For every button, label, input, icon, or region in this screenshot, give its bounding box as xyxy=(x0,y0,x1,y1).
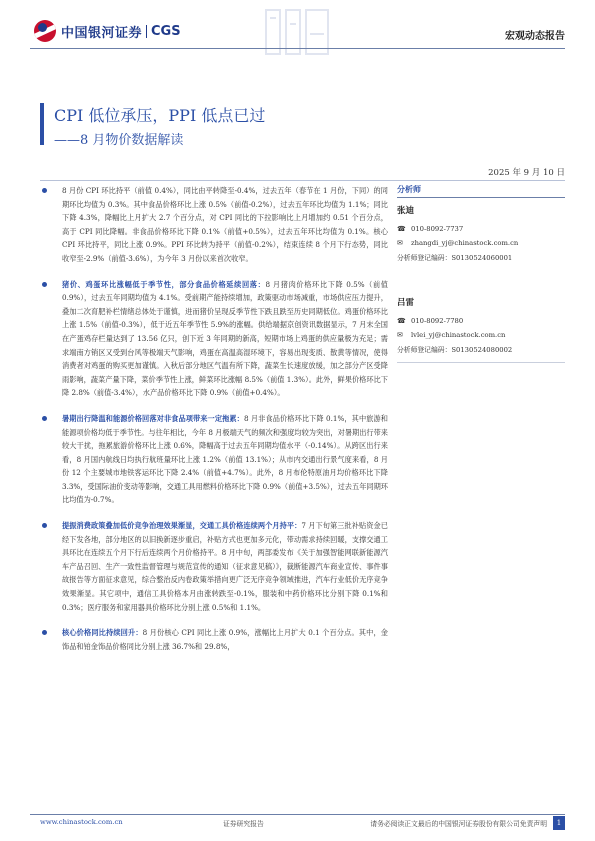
logo-mark-icon xyxy=(34,20,56,42)
body-paragraph xyxy=(62,278,388,400)
header-divider xyxy=(30,48,565,49)
analyst-email-row xyxy=(397,236,565,250)
report-type-label: 宏观动态报告 xyxy=(505,31,565,42)
paragraph-text: 7 月下旬第三批补贴资金已经下发各地，部分地区的以旧换新逐步重启，补贴方式也更加多元化，带动需求持续回暖，支撑交通工具环比在连续五个月下行后连续两个月价格持平。8 月中旬，两部委发布《关于加强智能网联新能源汽车产品召回、生产一致性监督管理与规范宣传的通知（征求意见稿）》，裁断能源汽车商业宣传、事件事故报告等方面征求意见，综合整治反内卷政策举措向更广泛无序竞争领域推进，汽车行业低价无序竞争效果渐显。其它项中，通信工具价格本月由涨转跌至-0.1%，服装和中药价格环比分别下降 0.1%和 0.3%；医疗服务和家用器具价格环比分别上涨 0.5%和 1.1%。 xyxy=(62,521,388,612)
analyst-sidebar xyxy=(397,184,565,363)
phone-icon: ☎ xyxy=(397,317,406,325)
paragraph-text: 8 月份核心 CPI 同比上涨 0.9%，涨幅比上月扩大 0.1 个百分点。其中，金饰品和铂金饰品价格同比分别上涨 36.7%和 29.8%， xyxy=(62,628,388,651)
page-header xyxy=(0,0,595,66)
analyst-name: 吕雷 xyxy=(397,298,415,308)
email-icon: ✉ xyxy=(397,239,403,247)
paragraph-text: 8 月份 CPI 环比持平（前值 0.4%），同比由平转降至-0.4%，过去五年（春节在 1 月份，下同）的同期环比均值为 0.3%。其中食品价格环比上涨 0.5%（前值-0.2%），过去五年环比均值为 1.1%；同比下降 4.3%，降幅比上月扩大 2.7 个百分点，对 CPI 同比的下拉影响比上月增加约 0.51 个百分点，高于 CPI 同比降幅。非食品价格环比下降 0.1%（前值+0.5%），过去五年环比均值为 0.1%。核心 CPI 环比持平，同比上涨 0.9%。PPI 环比转为持平（前值-0.2%），结束连续 8 个月下行态势，同比收窄至-2.9%（前值-3.6%），为今年 3 月份以来首次收窄。 xyxy=(62,186,388,263)
bullet-icon xyxy=(42,188,47,193)
phone-icon: ☎ xyxy=(397,225,406,233)
bullet-icon xyxy=(42,630,47,635)
analyst-email-row xyxy=(397,328,565,342)
watermark-logo-icon xyxy=(258,4,336,62)
analyst-name: 张迪 xyxy=(397,206,415,216)
analyst-phone: 010-8092-7780 xyxy=(411,317,464,325)
bullet-icon xyxy=(42,416,47,421)
analyst-cert: 分析师登记编码：S0130524060001 xyxy=(397,254,513,262)
report-body xyxy=(62,184,388,665)
analyst-phone: 010-8092-7737 xyxy=(411,225,464,233)
page-footer xyxy=(40,818,565,830)
bullet-icon xyxy=(42,282,47,287)
title-accent-bar xyxy=(40,103,44,145)
sidebar-divider xyxy=(397,362,565,363)
paragraph-lead: 提振消费政策叠加低价竞争治理效果渐显，交通工具价格连续两个月持平： xyxy=(62,521,302,531)
analyst-phone-row xyxy=(397,314,565,328)
logo-chinese-name: 中国银河证券 xyxy=(61,25,143,41)
company-logo xyxy=(34,20,181,42)
footer-divider xyxy=(30,814,565,815)
footer-report-label: 证券研究报告 xyxy=(223,820,264,828)
analyst-cert-row xyxy=(397,342,565,356)
email-icon: ✉ xyxy=(397,331,403,339)
analyst-email[interactable]: zhangdi_yj@chinastock.com.cn xyxy=(411,239,519,247)
report-date: 2025 年 9 月 10 日 xyxy=(488,168,565,178)
body-paragraph xyxy=(62,184,388,266)
analyst-section-title: 分析师 xyxy=(397,184,565,198)
paragraph-text: 8 月猪肉价格环比下降 0.5%（前值 0.9%），过去五年同期均值为 4.1%。受前期产能持续增加，政策驱动市场减重，市场供应压力提升，叠加二次育肥补栏情绪总体处于谨慎，进而猪价呈现反季节性下跌且跌至历史同期低位。鸡蛋价格环比上涨 1.5%（前值-0.3%），低于近五年季节性 5.9%的涨幅。供给端据京创资讯数据显示，7 月末全国在产蛋鸡存栏量达到了 13.56 亿只，创下近 3 年同期的新高，短期市场上鸡蛋的供应量极为充足；需求端南方销区又受到台风等极端天气影响，鸡蛋在高温高湿环境下，容易出现变质、散黄等情况，使得消费者对鸡蛋的购买更加谨慎。入秋后部分地区气温有所下降，蔬菜生长速度放缓，加之部分产区受降雨影响，蔬菜产量下降，菜价季节性上涨，鲜菜环比涨幅 8.5%（前值 1.3%）。此外，鲜果价格环比下降 2.8%（前值-3.4%），水产品价格环比下降 0.9%（前值+0.4%）。 xyxy=(62,279,388,398)
analyst-cert: 分析师登记编码：S0130524080002 xyxy=(397,346,513,354)
analyst-cert-row xyxy=(397,250,565,264)
paragraph-lead: 暑期出行降温和能源价格回落对非食品项带来一定拖累： xyxy=(62,413,244,423)
body-paragraph xyxy=(62,626,388,653)
report-title: CPI 低位承压，PPI 低点已过 xyxy=(54,106,266,125)
bullet-icon xyxy=(42,523,47,528)
body-paragraph xyxy=(62,412,388,507)
analyst-email[interactable]: lvlei_yj@chinastock.com.cn xyxy=(411,331,506,339)
logo-separator xyxy=(146,25,147,38)
paragraph-lead: 猪价、鸡蛋环比涨幅低于季节性，部分食品价格延续回落： xyxy=(62,279,266,289)
website-link[interactable]: www.chinastock.com.cn xyxy=(40,818,123,826)
logo-english-name: CGS xyxy=(151,23,181,39)
page-number: 1 xyxy=(553,816,565,830)
disclaimer-notice: 请务必阅读正文最后的中国银河证券股份有限公司免责声明 xyxy=(370,820,547,828)
report-subtitle: ——8 月物价数据解读 xyxy=(54,133,184,148)
paragraph-lead: 核心价格同比持续回升： xyxy=(62,628,143,638)
analyst-phone-row xyxy=(397,222,565,236)
paragraph-text: 8 月非食品价格环比下降 0.1%，其中旅游和能源项价格均低于季节性。与往年相比，今年 8 月极端天气的频次和强度均较为突出，对暑期出行带来较大干扰，拖累旅游价格环比上涨 0.6%，降幅高于过去五年同期均值水平（-0.14%）。从跨区出行来看，8 月国内航线日均执行航班量环比上涨 1.2%（前值 13.1%）；从市内交通出行景气度来看，8 月份 12 个主要城市地铁客运环比下降 2.4%（前值+4.7%）。此外，8 月布伦特原油月均价格环比下降 3.3%，受国际油价变动等影响，交通工具用燃料价格环比下降 0.9%（前值+3.5%），过去五年同期环比均值为-0.7%。 xyxy=(62,413,388,505)
date-divider xyxy=(40,180,565,181)
body-paragraph xyxy=(62,519,388,614)
analyst-card xyxy=(397,204,565,264)
analyst-card xyxy=(397,296,565,363)
